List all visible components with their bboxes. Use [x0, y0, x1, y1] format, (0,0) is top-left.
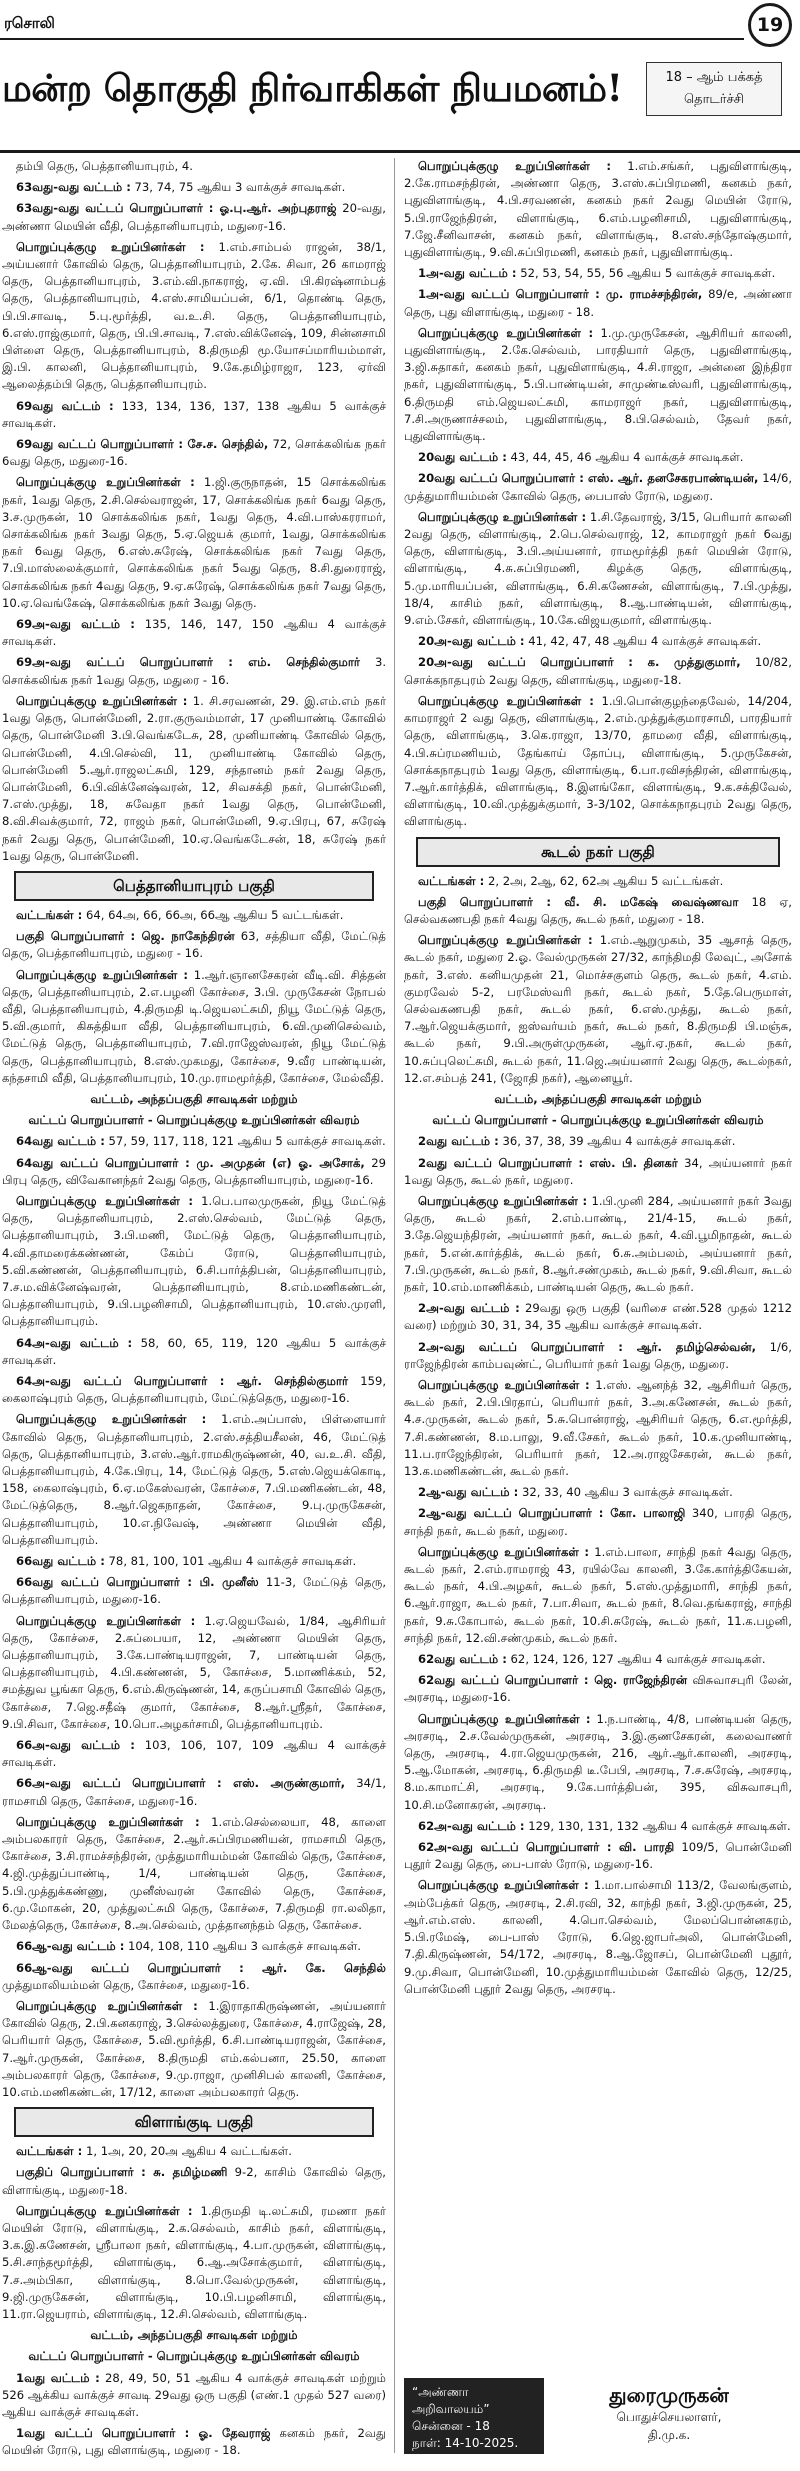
paragraph	[2, 2425, 386, 2459]
paragraph	[2, 1938, 386, 1955]
paragraph-text: 109/5, பொன்மேனி புதூர் 2வது தெரு, பை-பாஸ் ரோடு, மதுரை-16.	[404, 1840, 792, 1872]
paragraph-text: 1.எஸ். ஆனந்த் 32, ஆசிரியர் தெரு, கூடல் நகர், 2.பி.பிரதாப், பெரியார் நகர், 3.அ.கணேசன், கூடல் நகர், 4.ச.முருகன், கூடல் நகர், 5.சு.பொன்ராஜ், ஆசிரியர் தெரு, 6.எ.மூர்த்தி, 7.சி.கண்ணன், 8.ம.பாலு, 9.வீ.சேகர், கூடல் நகர், 10.க.முனியாண்டி, 11.ப.ராஜேந்திரன், பெரியார் நகர், 12.அ.ராஜசேகரன், கூடல் நகர், 13.க.மணிகண்டன், கூடல் நகர்.	[404, 1378, 792, 1479]
paragraph-text: 41, 42, 47, 48 ஆகிய 4 வாக்குச் சாவடிகள்.	[524, 634, 762, 649]
paragraph-text: 34, அய்யனார் நகர் 1வது தெரு, கூடல் நகர், மதுரை.	[404, 1155, 792, 1187]
sub-heading: வட்டம், அந்தப்பகுதி சாவடிகள் மற்றும்	[494, 1091, 702, 1106]
paragraph	[404, 449, 792, 466]
paragraph-text: 43, 44, 45, 46 ஆகிய 4 வாக்குச் சாவடிகள்.	[506, 450, 744, 465]
paragraph-lead: பொறுப்புக்குழு உறுப்பினர்கள் :	[16, 2203, 193, 2218]
paragraph-lead: 64அ-வது வட்டப் பொறுப்பாளர் : ஆர். செந்தில்குமார்	[16, 1374, 349, 1388]
paragraph-lead: பொறுப்புக்குழு உறுப்பினர்கள் :	[16, 1613, 196, 1628]
paragraph	[2, 2370, 386, 2422]
page-header	[0, 0, 800, 44]
paragraph-lead: பொறுப்புக்குழு உறுப்பினர்கள் :	[16, 693, 188, 708]
paragraph	[2, 1411, 386, 1549]
paragraph-lead: 62அ-வது வட்டப் பொறுப்பாளர் : வி. பாரதி	[418, 1840, 675, 1855]
paragraph-text: 104, 108, 110 ஆகிய 3 வாக்குச் சாவடிகள்.	[124, 1939, 361, 1954]
paragraph-text: 340, பாரதி தெரு, சாந்தி நகர், கூடல் நகர், மதுரை.	[404, 1506, 792, 1538]
paragraph-text: 9-2, காசிம் கோவில் தெரு, விளாங்குடி, மதுரை-18.	[2, 2165, 386, 2197]
paragraph-text: 28, 49, 50, 51 ஆகிய 4 வாக்குச் சாவடிகள் மற்றும் 526 ஆக்கிய வாக்குச் சாவடி 29வது ஒரு பகுதி (எண்.1 முதல் 527 வரை) ஆகிய வாக்குச் சாவடிகள்.	[2, 2370, 386, 2419]
paragraph-text: 1.ஆர்.ஞானசேகரன் வீடி.வி. சித்தன் தெரு, பெத்தானியாபுரம், 2.எ.பழனி கோச்சை, 3.பி. முருகேசன் நோபல் வீதி, பெத்தானியாபுரம், 4.திருமதி டி.ஜெயலட்சுமி, நியூ மேட்டுத் தெரு, 5.வி.குமார், கிசுத்தியா வீதி, பெத்தானியாபுரம், 6.வி.முனிசெல்வம், மேட்டுத் தெரு, பெத்தானியாபுரம், 7.வி.ராஜேஸ்வரன், நியூ மேட்டுத் தெரு, பெத்தானியாபுரம், 8.எஸ்.முகமது, கோச்சை, 9.வீர பாண்டியன், கந்தசாமி வீதி, பெத்தானியாபுரம், 10.மு.ராமமூர்த்தி, கோச்சை, மேல்வீதி.	[2, 967, 386, 1085]
office-city: சென்னை - 18	[412, 2419, 490, 2433]
section-heading: பெத்தானியாபுரம் பகுதி	[14, 871, 374, 901]
paragraph-text: 58, 60, 65, 119, 120 ஆகிய 5 வாக்குச் சாவடிகள்.	[2, 1335, 386, 1367]
paragraph-text: 89/e, அண்ணா தெரு, புது விளாங்குடி, மதுரை - 18.	[404, 287, 792, 319]
paragraph-text: 78, 81, 100, 101 ஆகிய 4 வாக்குச் சாவடிகள்.	[104, 1554, 357, 1569]
paragraph-text: 1.எம்.சாம்பல் ராஜன், 38/1, அய்யனார் கோவில் தெரு, பெத்தானியாபுரம், 2.கே. சிவா, 26 காமராஜ் தெரு, பெத்தானியாபுரம், 3.எம்.வி.நாகராஜ், ஏ.வி. பி.கிரஷ்னாம்பத் தெரு, பெத்தானியாபுரம், 4.எஸ்.சாமியப்பன், 6/1, தொண்டி தெரு, பி.பி.சாவடி, 5.பு.மூர்த்தி, வ.உ.சி. தெரு, பெத்தானியாபுரம், 6.எஸ்.ராஜ்குமார், தெரு, பி.பி.சாவடி, 7.எஸ்.விக்னேஷ், 109, சின்னசாமி பிள்ளை தெரு, பெத்தானியாபுரம், 8.திருமதி மூ.யோசப்மாரியம்மாள், இ.பி. காலனி, பெத்தானியாபுரம், 9.கே.தமிழ்ராஜா, 123, ஏர்வி ஆலைத்தம்பி தெரு, பெத்தானியாபுரம்.	[2, 239, 386, 392]
paragraph-lead: 2அ-வது வட்டம் :	[418, 1301, 520, 1316]
paragraph-lead: 69வது வட்டம் :	[16, 398, 114, 413]
right-column	[404, 158, 792, 2348]
paragraph-text: 34/1, ராமசாமி தெரு, கோச்சை, மதுரை-16.	[2, 1776, 387, 1808]
paragraph-text: 18 ஏ, செல்வகணபதி நகர் 4வது தெரு, கூடல் நகர், மதுரை - 18.	[404, 894, 792, 926]
paragraph-text: 1.சி.தேவராஜ், 3/15, பெரியார் காலனி 2வது தெரு, விளாங்குடி, 2.பெ.செல்வராஜ், 12, காமராஜர் நகர் 6வது தெரு, விளாங்குடி, 3.பி.அய்யனார், ராமமூர்த்தி நகர் மெயின் ரோடு, விளாங்குடி, 4.சு.சுப்பிரமணி, கிழக்கு தெரு, விளாங்குடி, 5.மு.மாரியப்பன், விளாங்குடி, 6.சி.கணேசன், விளாங்குடி, 7.பி.முத்து, 18/4, காசிம் நகர், விளாங்குடி, 8.ஆ.பாண்டியன், விளாங்குடி, 9.எம்.சேகர், விளாங்குடி, 10.கே.விஜயகுமார், விளாங்குடி.	[404, 509, 792, 628]
paragraph-lead: 20வது வட்டம் :	[418, 450, 507, 465]
paragraph	[404, 286, 792, 320]
paragraph-lead: 2வது வட்டப் பொறுப்பாளர் : எஸ். பி. தினகர்	[418, 1155, 678, 1170]
paragraph	[404, 1651, 792, 1668]
paragraph-lead: பொறுப்புக்குழு உறுப்பினர்கள் :	[16, 1193, 193, 1208]
paragraph	[404, 932, 792, 1087]
paragraph-lead: 69அ-வது வட்டம் :	[16, 617, 135, 632]
paragraph-text: 14/6, முத்துமாரியம்மன் கோவில் தெரு, பைபாஸ் ரோடு, மதுரை.	[404, 471, 793, 503]
paragraph	[2, 436, 386, 470]
paragraph	[2, 158, 386, 175]
paragraph-lead: பொறுப்புக்குழு உறுப்பினர்கள் :	[16, 239, 205, 254]
paragraph-text: 1.மா.பால்சாமி 113/2, வேலங்குளம், அம்பேத்கர் தெரு, அரசரடி, 2.சி.ரவி, 32, காந்தி நகர், 3.ஜி.முருகன், 25, ஆர்.எம்.எஸ். காலனி, 4.பொ.செல்வம், மேலப்பொன்னகரம், 5.பி.ரமேஷ், பை-பாஸ் ரோடு, 6.ஜெ.ஜாபர்அலி, பொன்மேனி, 7.தி.கிருஷ்ணன், 54/172, அரசரடி, 8.ஆ.ஜோசப், பொன்மேனி புதூர், 9.மு.சிவா, பொன்மேனி, 10.முத்துமாரியம்மன் கோவில் தெரு, 12/25, பொன்மேனி புதூர் 2வது தெரு, அரசரடி.	[404, 1878, 792, 1996]
paragraph	[404, 265, 792, 282]
continuation-line-1: 18 – ஆம் பக்கத்	[665, 70, 763, 85]
paragraph-text: 32, 33, 40 ஆகிய 3 வாக்குச் சாவடிகள்.	[518, 1485, 733, 1500]
signatory-designation: பொதுச்செயலாளர்,	[616, 2410, 722, 2424]
paragraph-text: 1.பெ.பாலமுருகன், நியூ மேட்டுத் தெரு, பெத்தானியாபுரம், 2.எஸ்.செல்வம், மேட்டுத் தெரு, பெத்தானியாபுரம், 3.பி.மணி, மேட்டுத் தெரு, பெத்தானியாபுரம், 4.வி.தாமரைக்கண்ணன், கேம்ப் ரோடு, பெத்தானியாபுரம், 5.வி.கண்ணன், பெத்தானியாபுரம், 6.சி.பார்த்திபன், பெத்தானியாபுரம், 7.ச.ம.விக்னேஷ்வரன், பெத்தானியாபுரம், 8.எம்.மணிகண்டன், பெத்தானியாபுரம், 9.பி.பழனிசாமி, பெத்தானியாபுரம், 10.எஸ்.முரளி, பெத்தானியாபுரம்.	[2, 1193, 386, 1329]
paragraph	[2, 1193, 386, 1331]
paragraph	[404, 693, 792, 831]
paragraph-lead: பொறுப்புக்குழு உறுப்பினர்கள் :	[16, 1814, 200, 1829]
sub-heading: வட்டப் பொறுப்பாளர் - பொறுப்புக்குழு உறுப்பினர்கள் விவரம்	[28, 1113, 360, 1128]
paragraph-lead: 20வது வட்டப் பொறுப்பாளர் : எஸ். ஆர். தனசேகரபாண்டியன்,	[418, 471, 759, 486]
paragraph	[2, 907, 386, 924]
paragraph-lead: 64வது வட்டப் பொறுப்பாளர் : மு. அமுதன் (எ) ஓ. அசோக்,	[16, 1155, 365, 1170]
paragraph-text: முத்துமாலியம்மன் தெரு, கோச்சை, மதுரை-16.	[2, 1977, 250, 1992]
paragraph-lead: பொறுப்புக்குழு உறுப்பினர்கள் :	[418, 693, 594, 708]
paragraph-text: 1, 1அ, 20, 20அ ஆகிய 4 வட்டங்கள்.	[82, 2144, 292, 2159]
paragraph	[404, 1505, 792, 1539]
paragraph	[2, 179, 386, 196]
paragraph-lead: 20அ-வது வட்டம் :	[418, 634, 525, 649]
paragraph-text: 1.திருமதி டி.லட்சுமி, ரமணா நகர் மெயின் ரோடு, விளாங்குடி, 2.க.செல்வம், காசிம் நகர், விளாங்குடி, 3.க.இ.கணேசன், ஸ்ரீபாலா நகர், விளாங்குடி, 4.பா.முருகன், விளாங்குடி, 5.சி.சாந்தமூர்த்தி, விளாங்குடி, 6.ஆ.அசோக்குமார், விளாங்குடி, 7.ச.அம்பிகா, விளாங்குடி, 8.பொ.வேல்முருகன், விளாங்குடி, 9.ஜி.முருகேசன், விளாங்குடி, 10.பி.பழனிசாமி, விளாங்குடி, 11.ரா.ஜெயராம், விளாங்குடி, 12.சி.செல்வம், விளாங்குடி.	[2, 2203, 386, 2321]
paragraph	[2, 2143, 386, 2160]
paragraph-lead: பொறுப்புக்குழு உறுப்பினர்கள் :	[418, 1711, 591, 1726]
paragraph	[2, 398, 386, 432]
paragraph	[2, 1373, 386, 1407]
signatory-box	[554, 2382, 784, 2444]
section-heading: விளாங்குடி பகுதி	[14, 2107, 374, 2137]
paragraph	[404, 873, 792, 890]
paragraph	[404, 1839, 792, 1873]
paragraph-lead: பொறுப்புக்குழு உறுப்பினர்கள் :	[418, 1544, 589, 1559]
paragraph-text: 135, 146, 147, 150 ஆகிய 4 வாக்குச் சாவடிகள்.	[2, 617, 386, 649]
paragraph	[2, 928, 386, 962]
paragraph	[2, 654, 386, 688]
paragraph-text: 57, 59, 117, 118, 121 ஆகிய 5 வாக்குச் சாவடிகள்.	[104, 1134, 386, 1149]
paragraph-text: 10/82, சொக்கநாதபுரம் 2வது தெரு, விளாங்குடி, மதுரை-18.	[404, 655, 792, 687]
paragraph	[2, 474, 386, 612]
paragraph-text: 2, 2அ, 2ஆ, 62, 62அ ஆகிய 5 வட்டங்கள்.	[484, 873, 724, 888]
office-box	[404, 2378, 544, 2454]
paragraph-lead: பகுதி பொறுப்பாளர் : வீ. சி. மகேஷ் வைஷ்ணவா	[418, 894, 739, 909]
paragraph	[2, 1998, 386, 2101]
paragraph	[2, 1155, 386, 1189]
paragraph	[2, 967, 386, 1087]
paragraph-lead: 2வது வட்டம் :	[418, 1134, 499, 1149]
paragraph	[404, 1544, 792, 1647]
paragraph	[404, 1377, 792, 1480]
paragraph-lead: 66அ-வது வட்டப் பொறுப்பாளர் : எஸ். அருண்குமார்,	[16, 1776, 346, 1791]
sub-heading: வட்டம், அந்தப்பகுதி சாவடிகள் மற்றும்	[90, 1091, 298, 1106]
paragraph	[2, 1574, 386, 1608]
paragraph-text: 1.எம்.அப்பாஸ், பிள்ளையார் கோவில் தெரு, பெத்தானியாபுரம், 2.எஸ்.சத்தியசீலன், 46, மேட்டுத் தெரு, பெத்தானியாபுரம், 3.எஸ்.ஆர்.ராமகிருஷ்ணன், 40, வ.உ.சி. வீதி, பெத்தானியாபுரம், 4.கே.பிரபு, 14, மேட்டுத் தெரு, 5.எஸ்.ஜெயக்கொடி, 158, கைலாஷ்புரம், 6.ஏ.மகேஸ்வரன், கோச்சை, 7.பி.மணிகண்டன், 48, மேட்டுத்தெரு, 8.ஆர்.ஜெகநாதன், கோச்சை, 9.பு.முருகேசன், பெத்தானியாபுரம், 10.எ.நிவேஷ், அண்ணா மெயின் வீதி, பெத்தானியாபுரம்.	[2, 1412, 386, 1547]
office-name: “அண்ணா அறிவாலயம்”	[412, 2385, 490, 2416]
paragraph-lead: 64அ-வது வட்டம் :	[16, 1335, 133, 1350]
paragraph	[2, 616, 386, 650]
paragraph-text: 62, 124, 126, 127 ஆகிய 4 வாக்குச் சாவடிகள்.	[506, 1652, 766, 1667]
paragraph-lead: 62வது வட்டம் :	[418, 1652, 507, 1667]
paragraph	[404, 470, 792, 504]
paragraph-text: 1/6, ராஜேந்திரன் காம்பவுண்ட், பெரியார் நகர் 1வது தெரு, மதுரை.	[404, 1339, 792, 1371]
sub-heading: வட்டப் பொறுப்பாளர் - பொறுப்புக்குழு உறுப்பினர்கள் விவரம்	[432, 1113, 764, 1128]
paragraph	[404, 509, 792, 629]
paragraph	[404, 633, 792, 650]
paragraph	[2, 2164, 386, 2198]
paragraph-text: 11-3, மேட்டுத் தெரு, பெத்தானியாபுரம், மதுரை-16.	[2, 1575, 387, 1607]
continuation-line-2: தொடர்ச்சி	[684, 92, 744, 107]
paragraph-text: 63, சத்தியா வீதி, மேட்டுத் தெரு, பெத்தானியாபுரம், மதுரை - 16.	[2, 929, 386, 961]
paragraph-text: 1.ஏ.ஜெயவேல், 1/84, ஆசிரியர் தெரு, கோச்சை, 2.சுப்பையா, 12, அண்ணா மெயின் தெரு, பெத்தானியாபுரம், 3.கே.பாண்டியராஜன், 7, பாண்டியன் தெரு, பெத்தானியாபுரம், 4.பி.கண்ணன், 5, கோச்சை, 5.மாணிக்கம், 52, சமத்துவ பூங்கா தெரு, 6.எம்.கிருஷ்ணன், 14, கருப்பசாமி கோவில் தெரு, கோச்சை, 7.ஜெ.சதீஷ் குமார், கோச்சை, 8.ஆர்.ஸ்ரீதர், கோச்சை, 9.பி.சிவா, கோச்சை, 10.பொ.அழகர்சாமி, பெத்தானியாபுரம்.	[2, 1613, 386, 1731]
paragraph-lead: 2அ-வது வட்டப் பொறுப்பாளர் : ஆர். தமிழ்செல்வன்,	[418, 1339, 757, 1354]
paragraph-lead: 66ஆ-வது வட்டப் பொறுப்பாளர் : ஆர். கே. செந்தில்	[16, 1960, 386, 1975]
paragraph-text: 1.எம்.பாலா, சாந்தி நகர் 4வது தெரு, கூடல் நகர், 2.எம்.ராமராஜ் 43, ரயில்வே காலனி, 3.கே.கார்த்திகேயன், கூடல் நகர், 4.பி.அழகர், கூடல் நகர், 5.எஸ்.முத்துமாரி, சாந்தி நகர், 6.ஆர்.ராஜா, கூடல் நகர், 7.பா.சிவா, கூடல் நகர், 8.வெ.தங்கராஜ், சாந்தி நகர், 9.சு.கோபால், கூடல் நகர், 10.சி.சுரேஷ், கூடல் நகர், 11.க.பழனி, சாந்தி நகர், 12.வி.சண்முகம், கூடல் நகர்.	[404, 1544, 792, 1645]
paragraph	[404, 894, 792, 928]
paragraph	[404, 1193, 792, 1296]
paragraph	[2, 1553, 386, 1570]
paragraph-text: 1.இராதாகிருஷ்ணன், அய்யனார் கோவில் தெரு, 2.பி.கனகராஜ், 3.செல்லத்துரை, கோச்சை, 4.ராஜேஷ், 28, பெரியார் தெரு, கோச்சை, 5.வி.மூர்த்தி, 6.சி.பாண்டியராஜன், கோச்சை, 7.ஆர்.முருகன், கோச்சை, 8.திருமதி எம்.கல்பனா, 25.50, காளை அம்பலகாரர் தெரு, கோச்சை, 9.மு.ராஜா, முனிசிபல் காலனி, கோச்சை, 10.எம்.மணிகண்டன், 17/12, காளை அம்பலகாரர் தெரு.	[2, 1998, 386, 2099]
paragraph-text: 73, 74, 75 ஆகிய 3 வாக்குச் சாவடிகள்.	[130, 180, 346, 195]
paragraph-lead: பொறுப்புக்குழு உறுப்பினர்கள் :	[16, 1998, 198, 2013]
paragraph	[2, 1613, 386, 1733]
paragraph	[2, 2203, 386, 2323]
paragraph-text: 64, 64அ, 66, 66அ, 66ஆ ஆகிய 5 வட்டங்கள்.	[82, 907, 344, 922]
paragraph	[2, 693, 386, 865]
paragraph-lead: 66அ-வது வட்டம் :	[16, 1738, 135, 1753]
paragraph-lead: பொறுப்புக்குழு உறுப்பினர்கள் :	[418, 1193, 588, 1208]
paragraph-text: 103, 106, 107, 109 ஆகிய 4 வாக்குச் சாவடிகள்.	[2, 1738, 386, 1770]
paragraph	[404, 654, 792, 688]
paragraph-text: 1.பி.முனி 284, அய்யனார் நகர் 3வது தெரு, கூடல் நகர், 2.எம்.பாண்டி, 21/4-15, கூடல் நகர், 3.தே.ஜெயந்திரன், அய்யனார் நகர், கூடல் நகர், 4.வி.பூமிநாதன், கூடல் நகர், 5.என்.கார்த்திக், கூடல் நகர், 6.சு.அம்பலம், அய்யனார் நகர், 7.பி.முருகன், கூடல் நகர், 8.ஆர்.சண்முகம், கூடல் நகர், 9.வி.சிவா, கூடல் நகர், 10.எம்.மாணிக்கம், பாண்டியன் தெரு, கூடல் நகர்.	[404, 1193, 792, 1294]
paragraph-lead: 63வது-வது வட்டம் :	[16, 180, 131, 195]
paragraph-text: 29வது ஒரு பகுதி (வரிசை எண்.528 முதல் 1212 வரை) மற்றும் 30, 31, 34, 35 ஆகிய வாக்குச் சாவடிகள்.	[404, 1301, 792, 1333]
paragraph-text: 20-வது, அண்ணா மெயின் வீதி, பெத்தானியாபுரம், மதுரை-16.	[2, 201, 386, 233]
paragraph-lead: வட்டங்கள் :	[16, 2144, 83, 2159]
paragraph	[404, 1133, 792, 1150]
paragraph-text: 1.மு.முருகேசன், ஆசிரியர் காலனி, புதுவிளாங்குடி, 2.கே.செல்வம், பாரதியார் தெரு, புதுவிளாங்குடி, 3.ஜி.சுதாகர், கனகம் நகர், புதுவிளாங்குடி, 4.சி.ராஜா, அன்னை இந்திரா நகர், புதுவிளாங்குடி, 5.பி.பாண்டியன், சாமுண்டீஸ்வரி, புதுவிளாங்குடி, 6.திருமதி எம்.ஜெயலட்சுமி, காமராஜர் நகர், புதுவிளாங்குடி, 7.சி.அருணாச்சலம், புதுவிளாங்குடி, 8.பி.செல்வம், தேவர் நகர், புதுவிளாங்குடி.	[404, 325, 792, 444]
paragraph-text: 1.ந.பாண்டி, 4/8, பாண்டியன் தெரு, அரசரடி, 2.ச.வேல்முருகன், அரசரடி, 3.இ.குணசேகரன், கலைவாணர் தெரு, அரசரடி, 4.ரா.ஜெயமுருகன், 216, ஆர்.ஆர்.காலனி, அரசரடி, 5.ஆ.மோகன், அரசரடி, 6.திருமதி டீ.பேபி, அரசரடி, 7.ச.சுரேஷ், அரசரடி, 8.ம.காமாட்சி, அரசரடி, 9.கே.பார்த்திபன், 395, விசுவாசபுரி, 10.சி.மனோகரன், அரசரடி.	[404, 1711, 792, 1812]
paragraph	[404, 1818, 792, 1835]
paragraph-text: 36, 37, 38, 39 ஆகிய 4 வாக்குச் சாவடிகள்.	[498, 1134, 736, 1149]
paragraph-lead: 1அ-வது வட்டப் பொறுப்பாளர் : மு. ராமச்சந்திரன்,	[418, 287, 703, 302]
column-divider	[394, 158, 395, 2453]
paragraph-text: 129, 130, 131, 132 ஆகிய 4 வாக்குச் சாவடிகள்.	[524, 1818, 791, 1833]
paragraph-lead: 62வது வட்டப் பொறுப்பாளர் : ஜெ. ராஜேந்திரன்	[418, 1673, 688, 1688]
paragraph-lead: பொறுப்புக்குழு உறுப்பினர்கள் :	[418, 933, 593, 948]
left-column	[2, 158, 387, 2458]
paragraph-text: 1. சி.சரவணன், 29. இ.எம்.எம் நகர் 1வது தெரு, பொன்மேனி, 2.ரா.குருவம்மாள், 17 முனியாண்டி கோவில் தெரு, பொன்மேனி 3.பி.வெங்கடேசு, 28, முனியாண்டி கோவில் தெரு, பொன்மேனி, 4.பி.செல்வி, 11, முனியாண்டி கோவில் தெரு, பொன்மேனி 5.ஆர்.ராஜலட்சுமி, 129, சந்தானம் நகர் 2வது தெரு, பொன்மேனி, 6.பி.விக்னேஷ்வரன், 12, சிவசக்தி நகர், பொன்மேனி, 7.எஸ்.முத்து, 18, சுவேதா நகர் 1வது தெரு, பொன்மேனி, 8.வி.சிவக்குமார், 72, ராஜம் நகர், பொன்மேனி, 9.ஏ.பிரபு, 67, சுரேஷ் நகர் 2வது தெரு, பொன்மேனி, 10.ஏ.வெங்கடேசன், 18, சுரேஷ் நகர் 1வது தெரு, பொன்மேனி.	[2, 693, 386, 863]
paragraph-lead: 62அ-வது வட்டம் :	[418, 1818, 525, 1833]
paragraph-text: 3. சொக்கலிங்க நகர் 1வது தெரு, மதுரை - 16.	[2, 655, 387, 687]
paragraph-lead: பொறுப்புக்குழு உறுப்பினர்கள் :	[418, 325, 594, 340]
paragraph-lead: பகுதி பொறுப்பாளர் : ஜெ. நாகேந்திரன்	[16, 929, 235, 944]
paragraph-text: 1.எம்.சங்கர், புதுவிளாங்குடி, 2.கே.ராமசந்திரன், அண்ணா தெரு, 3.எஸ்.சுப்பிரமணி, கனகம் நகர், புதுவிளாங்குடி, 4.பி.சரவணன், கனகம் நகர் 2வது மெயின் ரோடு, 5.பி.ராஜேந்திரன், விளாங்குடி, 6.எம்.பழனிசாமி, புதுவிளாங்குடி, 7.ஜே.சீனிவாசன், கனகம் நகர், விளாங்குடி, 8.எஸ்.சந்தோஷ்குமார், புதுவிளாங்குடி, 9.வி.சுப்பிரமணி, கனகம் நகர், புதுவிளாங்குடி.	[404, 159, 792, 260]
paragraph-lead: பொறுப்புக்குழு உறுப்பினர்கள் :	[16, 967, 189, 982]
paragraph-lead: வட்டங்கள் :	[418, 873, 485, 888]
paragraph-lead: பொறுப்புக்குழு உறுப்பினர்கள் :	[16, 475, 195, 490]
paragraph	[2, 1133, 386, 1150]
signature-block	[404, 2378, 792, 2454]
paragraph-lead: 63வது-வது வட்டப் பொறுப்பாளர் : ஓ.பு.ஆர். அற்புதராஜ்	[16, 201, 337, 216]
paragraph-text: தம்பி தெரு, பெத்தானியாபுரம், 4.	[16, 159, 193, 173]
paragraph	[404, 1484, 792, 1501]
paragraph-text: 1.ஜி.குருநாதன், 15 சொக்கலிங்க நகர், 1வது தெரு, 2.சி.செல்வராஜன், 17, சொக்கலிங்க நகர் 6வது தெரு, 3.ச.முருகன், 10 சொக்கலிங்க நகர், 1வது தெரு, 4.வி.பாஸ்கரராமர், சொக்கலிங்க நகர் 3வது தெரு, 5.ஏ.ஜெயக் குமார், 1வது, சொக்கலிங்க நகர் 6வது தெரு, 6.எஸ்.சுரேஷ், சொக்கலிங்க நகர் 7வது தெரு, 7.பி.மாஸ்லைக்குமார், சொக்கலிங்க நகர் 5வது தெரு, 8.சி.துரைராஜ், சொக்கலிங்க நகர் 4வது தெரு, 9.ஏ.சுரேஷ், சொக்கலிங்க நகர் 7வது தெரு, 10.ஏ.வெங்கேஷ், சொக்கலிங்க நகர் 3வது தெரு.	[2, 475, 387, 610]
sub-heading: வட்டப் பொறுப்பாளர் - பொறுப்புக்குழு உறுப்பினர்கள் விவரம்	[28, 2349, 360, 2364]
paragraph-text: 52, 53, 54, 55, 56 ஆகிய 5 வாக்குச் சாவடிகள்.	[516, 266, 776, 281]
section-heading: கூடல் நகர் பகுதி	[416, 837, 780, 867]
headline-title: மன்ற தொகுதி நிர்வாகிகள் நியமனம்!	[2, 66, 623, 110]
sub-heading: வட்டம், அந்தப்பகுதி சாவடிகள் மற்றும்	[90, 2328, 298, 2343]
paragraph-lead: வட்டங்கள் :	[16, 907, 83, 922]
paragraph	[404, 1711, 792, 1814]
paragraph-lead: 66வது வட்டப் பொறுப்பாளர் : பி. முனீஸ்	[16, 1575, 259, 1590]
paragraph	[404, 1300, 792, 1334]
signatory-organisation: தி.மு.க.	[647, 2428, 691, 2442]
paragraph-lead: பொறுப்புக்குழு உறுப்பினர்கள் :	[418, 1878, 589, 1893]
paragraph-lead: பொறுப்புக்குழு உறுப்பினர்கள் :	[418, 159, 612, 173]
paragraph-lead: 1வது வட்டம் :	[16, 2370, 100, 2385]
paragraph-lead: 1வது வட்டப் பொறுப்பாளர் : ஓ. தேவராஜ்	[16, 2426, 271, 2441]
paragraph-lead: 69வது வட்டப் பொறுப்பாளர் : சே.ச. செந்தில்,	[16, 437, 269, 452]
paragraph-text: 29 பிரபு தெரு, விவேகானந்தர் 2வது தெரு, பெத்தானியாபுரம், மதுரை-16.	[2, 1155, 386, 1187]
paragraph	[404, 1672, 792, 1706]
paragraph	[404, 1155, 792, 1189]
paragraph	[2, 239, 386, 394]
paragraph-lead: 66வது வட்டம் :	[16, 1554, 105, 1569]
header-rule	[0, 38, 744, 40]
paragraph	[404, 325, 792, 445]
paragraph-text: 1.பி.பொன்குழந்தைவேல், 14/204, காமராஜர் 2 வது தெரு, விளாங்குடி, 2.எம்.முத்துக்குமாரசாமி, பாரதியார் தெரு, விளாங்குடி, 3.கெ.ராஜா, 13/70, தாமரை வீதி, விளாங்குடி, 4.பி.சுப்ரமணியம், தேங்காய் தோப்பு, விளாங்குடி, 5.முருகேசன், சொக்கநாதபுரம் 1வது தெரு, விளாங்குடி, 6.பா.ரவிசந்திரன், விளாங்குடி, 7.ஆர்.கார்த்திக், விளாங்குடி, 8.இளங்கோ, விளாங்குடி, 9.க.சக்திவேல், விளாங்குடி, 10.வி.முத்துக்குமார், 3-3/102, சொக்கநாதபுரம் 2வது தெரு, விளாங்குடி.	[404, 693, 792, 829]
paragraph	[404, 1339, 792, 1373]
paragraph-lead: 20அ-வது வட்டப் பொறுப்பாளர் : க. முத்துகுமார்,	[418, 655, 741, 670]
signatory-name: துரைமுருகன்	[609, 2383, 729, 2407]
paragraph-lead: பொறுப்புக்குழு உறுப்பினர்கள் :	[418, 509, 587, 524]
paragraph-lead: பகுதிப் பொறுப்பாளர் : சு. தமிழ்மணி	[16, 2165, 228, 2180]
paragraph	[404, 158, 792, 261]
paragraph-lead: 64வது வட்டம் :	[16, 1134, 105, 1149]
paragraph-text: 159, கைலாஷ்புரம் தெரு, பெத்தானியாபுரம், மேட்டுத்தெரு, மதுரை-16.	[2, 1374, 387, 1406]
paragraph-lead: பொறுப்புக்குழு உறுப்பினர்கள் :	[418, 1378, 590, 1392]
paragraph-text: 1.எம்.ஆறுமுகம், 35 ஆசாத் தெரு, கூடல் நகர், மதுரை 2.ஓ. வேல்முருகன் 27/32, காந்திமதி லேவுட், அசோக் நகர், 3.எஸ். கனியமுதன் 21, மொச்சகுளம் தெரு, கூடல் நகர், 4.எம். குமரவேல் 5-2, பரமேஸ்வரி நகர், கூடல் நகர், 5.தே.பெருமாள், செல்வகணபதி நகர், கூடல் நகர், 6.எஸ்.முத்து, கூடல் நகர், 7.ஆர்.ஜெயக்குமார், ஐஸ்வர்யம் நகர், கூடல் நகர், 8.திருமதி பி.மஞ்சு, கூடல் நகர், 9.பி.அருள்முருகன், ஆர்.ஏ.நகர், கூடல் நகர், 10.சுப்புலெட்சுமி, கூடல் நகர், 11.ஜெ.அய்யனார் 2வது தெரு, கூடல்நகர், 12.எ.சம்பத் 241, (ஜோதி நகர்), ஆனையூர்.	[404, 933, 792, 1085]
newspaper-name: ரசொலி	[4, 14, 55, 32]
paragraph-lead: 66ஆ-வது வட்டம் :	[16, 1939, 125, 1954]
paragraph	[2, 1737, 386, 1771]
paragraph	[2, 1335, 386, 1369]
headline-banner	[0, 52, 800, 153]
paragraph	[2, 1775, 386, 1809]
paragraph-text: 1.எம்.செல்லையா, 48, காளை அம்பலகாரர் தெரு, கோச்சை, 2.ஆர்.சுப்பிரமணியன், ராமசாமி தெரு, கோச்சை, 3.சி.ராமச்சந்திரன், முத்துமாரியம்மன் கோவில் தெரு, கோச்சை, 4.ஜி.முத்துப்பாண்டி, 1/4, பாண்டியன் தெரு, கோச்சை, 5.பி.முத்துக்கண்ணு, முனீஸ்வரன் கோவில் தெரு, கோச்சை, 6.மு.மோகன், 20, முத்துலட்சுமி தெரு, கோச்சை, 7.திருமதி ரா.லலிதா, மேலத்தெரு, கோச்சை, 8.அ.செல்வம், முத்தானந்தம் தெரு, கோச்சை.	[2, 1814, 386, 1933]
paragraph	[2, 1960, 386, 1994]
paragraph	[2, 1814, 386, 1934]
paragraph-text: 72, சொக்கலிங்க நகர் 6வது தெரு, மதுரை-16.	[2, 437, 386, 469]
paragraph	[404, 1877, 792, 1997]
page-number-badge: 19	[748, 3, 792, 47]
paragraph-text: கனகம் நகர், 2வது மெயின் ரோடு, புது விளாங்குடி, மதுரை - 18.	[2, 2426, 386, 2458]
paragraph-lead: 2ஆ-வது வட்டம் :	[418, 1485, 519, 1500]
paragraph	[2, 200, 386, 234]
paragraph-lead: பொறுப்புக்குழு உறுப்பினர்கள் :	[16, 1412, 207, 1427]
paragraph-text: 133, 134, 136, 137, 138 ஆகிய 5 வாக்குச் சாவடிகள்.	[2, 398, 387, 430]
continuation-box	[646, 62, 782, 116]
paragraph-text: விசுவாசபுரி லேன், அரசரடி, மதுரை-16.	[404, 1673, 792, 1705]
paragraph-lead: 69அ-வது வட்டப் பொறுப்பாளர் : எம். செந்தில்குமார்	[16, 655, 360, 670]
paragraph-lead: 2ஆ-வது வட்டப் பொறுப்பாளர் : கோ. பாலாஜி	[418, 1506, 686, 1521]
notice-date: நாள்: 14-10-2025.	[412, 2436, 519, 2450]
paragraph-lead: 1அ-வது வட்டம் :	[418, 266, 517, 281]
